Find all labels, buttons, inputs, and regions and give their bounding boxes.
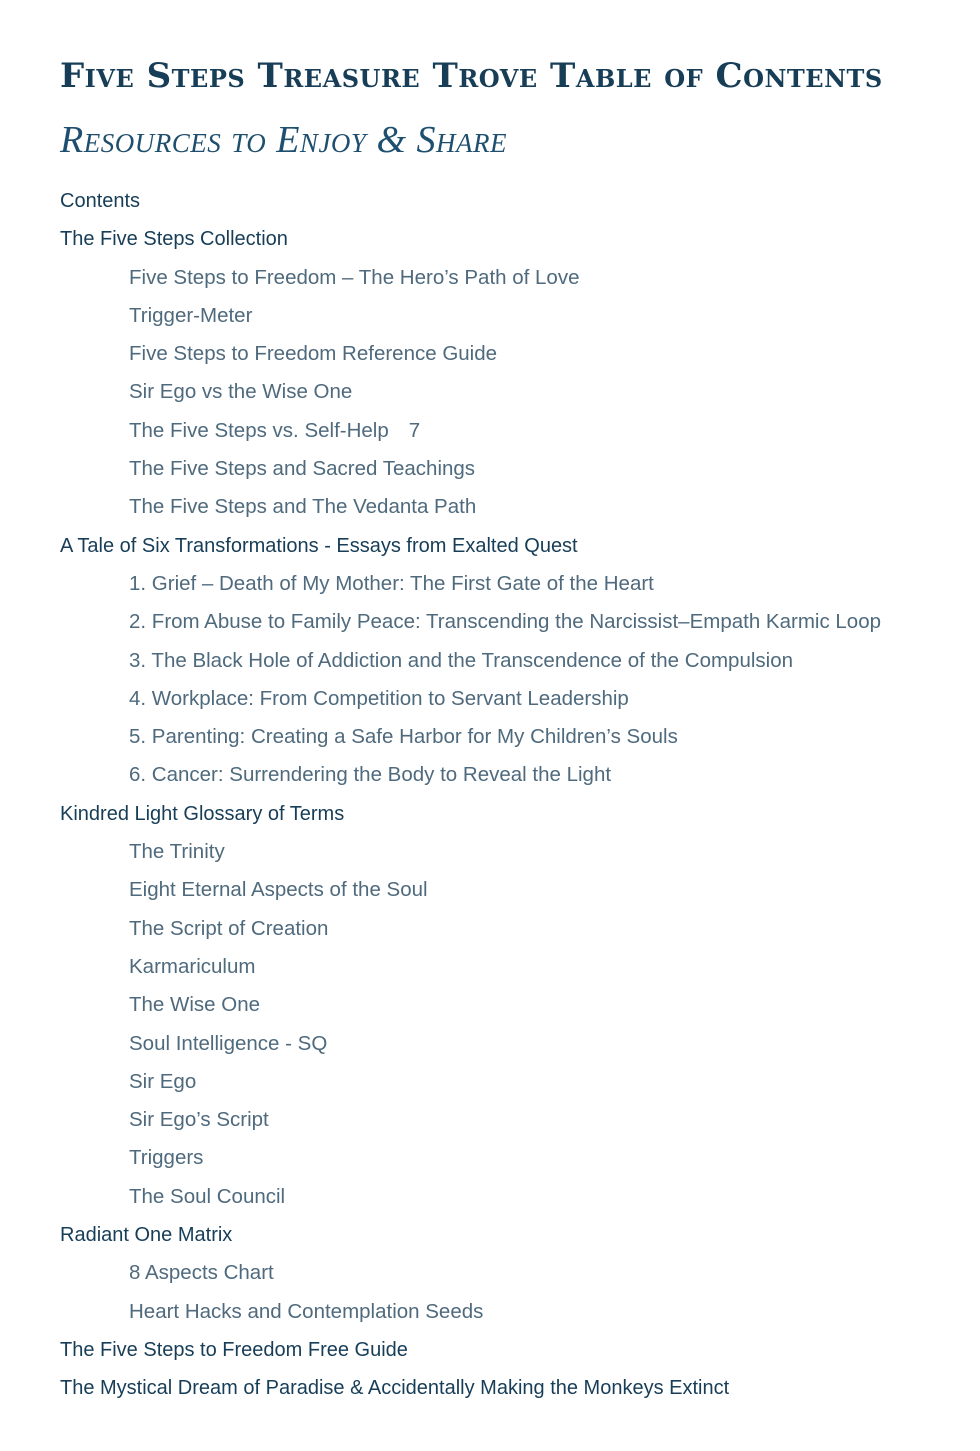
toc-entry-title: 8 Aspects Chart (129, 1261, 274, 1285)
toc-entry-title: 1. Grief – Death of My Mother: The First Gate of the Heart (129, 571, 654, 595)
table-of-contents (60, 182, 940, 1408)
toc-section-heading[interactable]: The Mystical Dream of Paradise & Accidentally Making the Monkeys Extinct (60, 1377, 730, 1400)
toc-entry-title: Soul Intelligence - SQ (129, 1031, 328, 1055)
toc-entry-title: Sir Ego (129, 1069, 197, 1093)
toc-entry[interactable] (60, 718, 940, 756)
document-page (60, 50, 940, 1408)
toc-entry[interactable] (60, 756, 940, 794)
toc-entry[interactable] (60, 450, 940, 488)
toc-section-heading[interactable]: The Five Steps Collection (60, 228, 288, 251)
toc-entry[interactable] (60, 603, 940, 641)
toc-entry[interactable] (60, 1139, 940, 1177)
toc-entry-title: Heart Hacks and Contemplation Seeds (129, 1299, 484, 1323)
toc-entry[interactable] (60, 680, 940, 718)
page-title: Five Steps Treasure Trove Table of Contents (60, 56, 883, 96)
toc-entry[interactable] (60, 297, 940, 335)
toc-entry[interactable] (60, 373, 940, 411)
toc-entry[interactable] (60, 871, 940, 909)
toc-entry[interactable] (60, 259, 940, 297)
toc-entry-title: 2. From Abuse to Family Peace: Transcending the Narcissist–Empath Karmic Loop (129, 610, 882, 634)
toc-entry[interactable] (60, 335, 940, 373)
toc-entry[interactable] (60, 833, 940, 871)
toc-entry-title: The Five Steps and The Vedanta Path (129, 495, 477, 519)
toc-entry-title: 3. The Black Hole of Addiction and the Transcendence of the Compulsion (129, 648, 794, 672)
toc-label: Contents (60, 190, 141, 212)
toc-entry[interactable] (60, 565, 940, 603)
toc-entry[interactable] (60, 1178, 940, 1216)
toc-entry[interactable] (60, 1101, 940, 1139)
toc-entry[interactable] (60, 948, 940, 986)
toc-entry-title: 5. Parenting: Creating a Safe Harbor for My Children’s Souls (129, 725, 678, 749)
toc-page-number: 7 (408, 418, 421, 442)
toc-entry[interactable] (60, 488, 940, 526)
toc-entry-title: The Soul Council (129, 1184, 286, 1208)
toc-entry-title: The Five Steps vs. Self-Help (129, 418, 389, 442)
toc-entry-title: Five Steps to Freedom – The Hero’s Path of Love (129, 265, 580, 289)
toc-entry[interactable] (60, 1025, 940, 1063)
toc-entry-title: The Wise One (129, 993, 261, 1017)
toc-entry[interactable] (60, 1293, 940, 1331)
toc-entry-title: Triggers (129, 1146, 204, 1170)
toc-entry-title: Sir Ego’s Script (129, 1108, 269, 1132)
toc-sections (60, 220, 940, 1407)
toc-entry[interactable] (60, 986, 940, 1024)
toc-section-heading[interactable]: Radiant One Matrix (60, 1224, 233, 1247)
toc-entry-title: Karmariculum (129, 954, 256, 978)
toc-entry-title: Trigger-Meter (129, 303, 253, 327)
toc-entry-title: Eight Eternal Aspects of the Soul (129, 878, 428, 902)
toc-entry-title: 6. Cancer: Surrendering the Body to Reveal the Light (129, 763, 612, 787)
toc-entry[interactable] (60, 910, 940, 948)
toc-entry-title: 4. Workplace: From Competition to Servant Leadership (129, 686, 629, 710)
toc-entry[interactable] (60, 412, 940, 450)
toc-entry-title: The Trinity (129, 840, 225, 864)
toc-section-heading[interactable]: The Five Steps to Freedom Free Guide (60, 1338, 408, 1361)
toc-entry-title: Five Steps to Freedom Reference Guide (129, 342, 498, 366)
toc-entry[interactable] (60, 1254, 940, 1292)
toc-entry[interactable] (60, 1063, 940, 1101)
toc-entry[interactable] (60, 642, 940, 680)
toc-section-heading[interactable]: A Tale of Six Transformations - Essays from Exalted Quest (60, 534, 578, 557)
toc-entry-title: Sir Ego vs the Wise One (129, 380, 353, 404)
toc-entry-title: The Five Steps and Sacred Teachings (129, 457, 476, 481)
page-subtitle: Resources to Enjoy & Share (60, 119, 507, 161)
toc-section-heading[interactable]: Kindred Light Glossary of Terms (60, 802, 345, 825)
toc-entry-title: The Script of Creation (129, 916, 329, 940)
